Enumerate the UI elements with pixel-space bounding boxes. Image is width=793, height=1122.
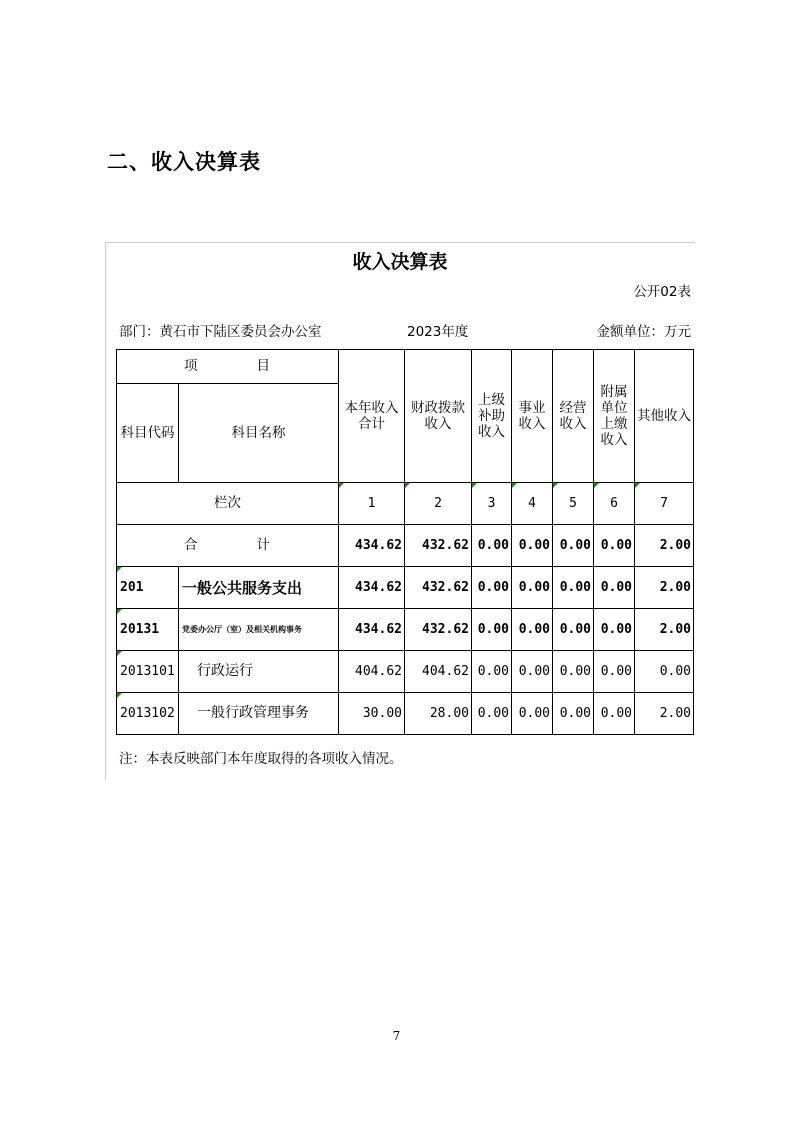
table-row-value: 0.00 (635, 651, 694, 693)
header-col-operating-income: 经营收入 (553, 349, 594, 483)
table-row-value: 432.62 (405, 567, 472, 609)
column-index-6: 6 (594, 483, 635, 525)
table-row-value: 0.00 (594, 567, 635, 609)
sheet-border-left (105, 242, 106, 780)
table-row-value: 432.62 (405, 609, 472, 651)
table-row-value: 0.00 (594, 651, 635, 693)
table-note: 注：本表反映部门本年度取得的各项收入情况。 (119, 751, 403, 767)
table-row-value: 0.00 (594, 693, 635, 735)
table-row-value: 0.00 (553, 693, 594, 735)
column-index-7: 7 (635, 483, 694, 525)
page-number: 7 (392, 1029, 401, 1043)
column-index-2: 2 (405, 483, 472, 525)
total-row-value-1: 434.62 (339, 525, 405, 567)
table-row-value: 2.00 (635, 567, 694, 609)
fiscal-year: 2023年度 (407, 324, 469, 340)
column-index-4: 4 (512, 483, 553, 525)
column-index-3: 3 (472, 483, 512, 525)
total-row-value-6: 0.00 (594, 525, 635, 567)
column-index-5: 5 (553, 483, 594, 525)
department-label: 部门：黄石市下陆区委员会办公室 (119, 324, 322, 340)
amount-unit: 金额单位：万元 (596, 324, 691, 340)
table-row-value: 404.62 (339, 651, 405, 693)
total-row-value-4: 0.00 (512, 525, 553, 567)
total-row-value-5: 0.00 (553, 525, 594, 567)
table-row-value: 434.62 (339, 567, 405, 609)
table-row-code: 20131 (116, 609, 179, 651)
table-row-value: 30.00 (339, 693, 405, 735)
header-col-superior-subsidy: 上级补助收入 (472, 349, 512, 483)
table-row-code: 2013102 (116, 693, 179, 735)
table-row-value: 0.00 (472, 567, 512, 609)
table-row-value: 0.00 (553, 609, 594, 651)
table-row-value: 0.00 (594, 609, 635, 651)
table-row-name: 行政运行 (179, 651, 339, 693)
header-col-affiliated-remittance: 附属单位上缴收入 (594, 349, 635, 483)
income-table (116, 349, 694, 735)
header-col-other-income: 其他收入 (635, 349, 694, 483)
table-row-value: 0.00 (472, 651, 512, 693)
income-statement-sheet (105, 242, 695, 780)
total-row-value-3: 0.00 (472, 525, 512, 567)
table-row-name: 党委办公厅（室）及相关机构事务 (179, 609, 339, 651)
table-row-value: 0.00 (472, 609, 512, 651)
header-col-total-income: 本年收入合计 (339, 349, 405, 483)
table-row-value: 0.00 (512, 693, 553, 735)
header-subject-code: 科目代码 (116, 384, 179, 483)
sheet-border-top (105, 242, 695, 243)
table-row-name: 一般公共服务支出 (179, 567, 339, 609)
header-col-fiscal-appropriation: 财政拨款收入 (405, 349, 472, 483)
table-row-value: 2.00 (635, 609, 694, 651)
table-row-value: 2.00 (635, 693, 694, 735)
table-row-value: 0.00 (512, 567, 553, 609)
table-row-value: 0.00 (512, 651, 553, 693)
table-row-value: 28.00 (405, 693, 472, 735)
table-row-value: 0.00 (512, 609, 553, 651)
total-row-value-2: 432.62 (405, 525, 472, 567)
section-heading: 二、收入决算表 (107, 150, 261, 174)
table-title: 收入决算表 (352, 251, 448, 273)
header-project: 项 目 (116, 349, 339, 384)
table-row-code: 201 (116, 567, 179, 609)
table-row-code: 2013101 (116, 651, 179, 693)
table-row-value: 404.62 (405, 651, 472, 693)
column-index-1: 1 (339, 483, 405, 525)
form-number: 公开02表 (633, 284, 691, 300)
table-row-value: 0.00 (472, 693, 512, 735)
table-row-value: 0.00 (553, 651, 594, 693)
total-row-label: 合 计 (116, 525, 339, 567)
total-row-value-7: 2.00 (635, 525, 694, 567)
header-subject-name: 科目名称 (179, 384, 339, 483)
table-row-value: 0.00 (553, 567, 594, 609)
column-index-label: 栏次 (116, 483, 339, 525)
table-row-value: 434.62 (339, 609, 405, 651)
table-row-name: 一般行政管理事务 (179, 693, 339, 735)
header-col-business-income: 事业收入 (512, 349, 553, 483)
